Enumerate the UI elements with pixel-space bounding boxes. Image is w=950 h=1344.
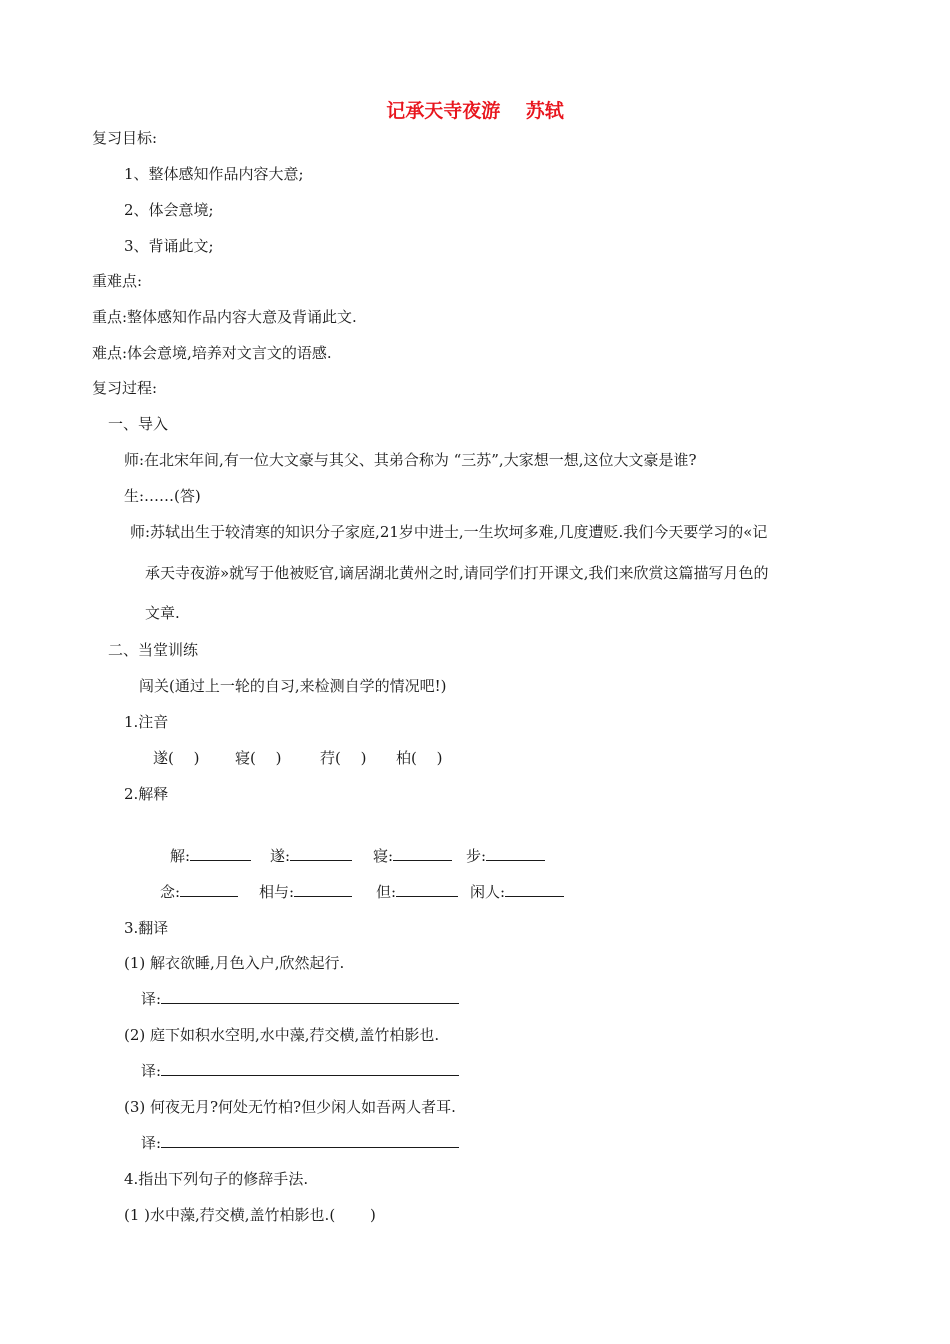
process-heading: 复习过程: <box>92 379 158 397</box>
explain-label: 念: <box>160 883 181 901</box>
answer-blank[interactable] <box>505 882 564 897</box>
teacher-line: 文章. <box>145 604 180 622</box>
q2-heading: 2.解释 <box>124 785 169 803</box>
explain-label: 遂: <box>270 847 291 865</box>
q3-heading: 3.翻译 <box>124 919 169 937</box>
explain-label: 但: <box>376 883 397 901</box>
goal-item: 2、体会意境; <box>124 201 214 219</box>
explain-row <box>470 882 564 902</box>
translate-row <box>141 989 459 1009</box>
explain-label: 解: <box>170 847 191 865</box>
explain-row <box>170 846 251 866</box>
goal-item: 1、整体感知作品内容大意; <box>124 165 304 183</box>
q4-heading: 4.指出下列句子的修辞手法. <box>124 1170 309 1188</box>
goals-heading: 复习目标: <box>92 129 158 147</box>
goal-item: 3、背诵此文; <box>124 237 214 255</box>
answer-blank[interactable] <box>294 882 352 897</box>
translate-blank[interactable] <box>161 1133 459 1148</box>
translate-row <box>141 1133 459 1153</box>
explain-row <box>373 846 452 866</box>
translate-label: 译: <box>141 990 162 1008</box>
explain-row <box>160 882 238 902</box>
answer-blank[interactable] <box>180 882 238 897</box>
section-intro-heading: 一、导入 <box>108 415 169 433</box>
rhetoric-item: (1 )水中藻,荇交横,盖竹柏影也.( ) <box>124 1206 376 1224</box>
teacher-line: 承天寺夜游»就写于他被贬官,谪居湖北黄州之时,请同学们打开课文,我们来欣赏这篇描写月色的 <box>145 564 769 582</box>
translate-sentence: (2) 庭下如积水空明,水中藻,荇交横,盖竹柏影也. <box>124 1026 440 1044</box>
section-practice-heading: 二、当堂训练 <box>108 641 199 659</box>
explain-row <box>466 846 545 866</box>
pinyin-item: 寝( ) <box>235 749 282 767</box>
explain-label: 相与: <box>259 883 295 901</box>
answer-blank[interactable] <box>190 846 251 861</box>
translate-blank[interactable] <box>161 1061 459 1076</box>
explain-label: 寝: <box>373 847 394 865</box>
difficulty-heading: 重难点: <box>92 272 143 290</box>
answer-blank[interactable] <box>290 846 352 861</box>
answer-blank[interactable] <box>396 882 458 897</box>
translate-row <box>141 1061 459 1081</box>
explain-label: 闲人: <box>470 883 506 901</box>
explain-row <box>270 846 352 866</box>
translate-label: 译: <box>141 1062 162 1080</box>
pinyin-item: 荇( ) <box>320 749 367 767</box>
answer-blank[interactable] <box>486 846 545 861</box>
explain-row <box>376 882 458 902</box>
teacher-question: 师:在北宋年间,有一位大文豪与其父、其弟合称为 “三苏”,大家想一想,这位大文豪是谁? <box>124 451 697 469</box>
translate-blank[interactable] <box>161 989 459 1004</box>
q1-heading: 1.注音 <box>124 713 169 731</box>
practice-intro: 闯关(通过上一轮的自习,来检测自学的情况吧!) <box>139 677 447 695</box>
pinyin-item: 遂( ) <box>153 749 200 767</box>
translate-sentence: (3) 何夜无月?何处无竹柏?但少闲人如吾两人者耳. <box>124 1098 456 1116</box>
hard-point: 难点:体会意境,培养对文言文的语感. <box>92 344 332 362</box>
translate-sentence: (1) 解衣欲睡,月色入户,欣然起行. <box>124 954 345 972</box>
translate-label: 译: <box>141 1134 162 1152</box>
answer-blank[interactable] <box>393 846 452 861</box>
teacher-line: 师:苏轼出生于较清寒的知识分子家庭,21岁中进士,一生坎坷多难,几度遭贬.我们今天要学习的«记 <box>130 523 768 541</box>
explain-label: 步: <box>466 847 487 865</box>
student-answer: 生:……(答) <box>124 487 201 505</box>
key-point: 重点:整体感知作品内容大意及背诵此文. <box>92 308 357 326</box>
pinyin-item: 柏( ) <box>396 749 443 767</box>
explain-row <box>259 882 352 902</box>
page-title: 记承天寺夜游 苏轼 <box>386 100 564 122</box>
